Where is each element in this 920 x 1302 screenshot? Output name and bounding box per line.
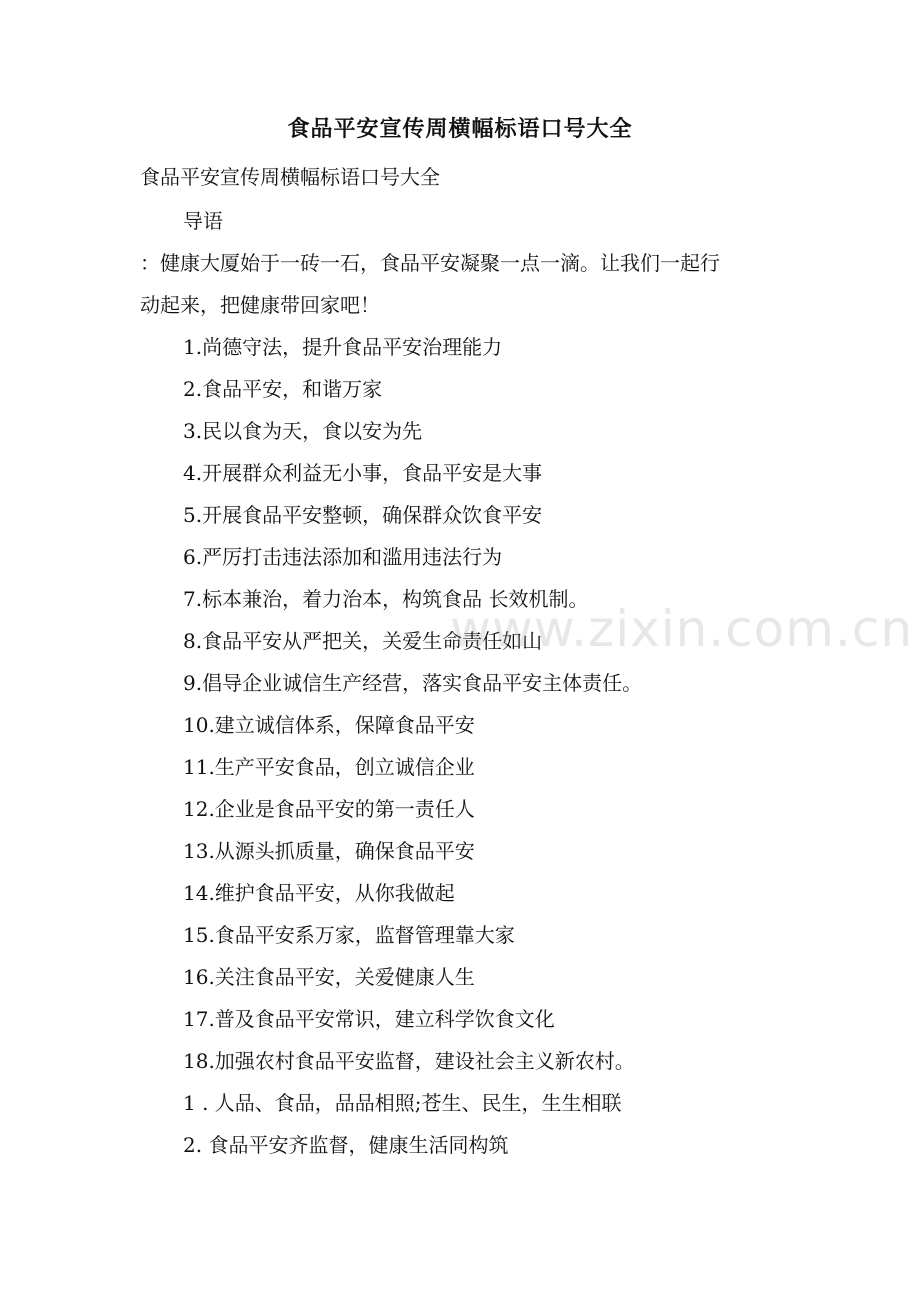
slogan-item: 3.民以食为天，食以安为先 [183, 419, 423, 443]
document-title: 食品平安宣传周横幅标语口号大全 [287, 116, 633, 142]
slogan-item: 17.普及食品平安常识，建立科学饮食文化 [183, 1007, 555, 1031]
intro-text-line-1: ：健康大厦始于一砖一石，食品平安凝聚一点一滴。让我们一起行 [140, 251, 720, 275]
slogan-item: 2. 食品平安齐监督，健康生活同构筑 [183, 1133, 509, 1157]
slogan-item: 15.食品平安系万家，监督管理靠大家 [183, 923, 515, 947]
document-subtitle: 食品平安宣传周横幅标语口号大全 [140, 165, 440, 189]
slogan-item: 5.开展食品平安整顿，确保群众饮食平安 [183, 503, 543, 527]
slogan-item: 16.关注食品平安，关爱健康人生 [183, 965, 475, 989]
slogan-item: 1.尚德守法，提升食品平安治理能力 [183, 335, 503, 359]
slogan-item: 7.标本兼治，着力治本，构筑食品 长效机制。 [183, 587, 589, 611]
watermark: www.zixin.com.cn [450, 600, 914, 658]
slogan-item: 12.企业是食品平安的第一责任人 [183, 797, 475, 821]
slogan-item: 1 . 人品、食品，品品相照;苍生、民生，生生相联 [183, 1091, 622, 1115]
slogan-item: 14.维护食品平安，从你我做起 [183, 881, 455, 905]
slogan-item: 18.加强农村食品平安监督，建设社会主义新农村。 [183, 1049, 635, 1073]
slogan-item: 6.严厉打击违法添加和滥用违法行为 [183, 545, 503, 569]
slogan-item: 8.食品平安从严把关，关爱生命责任如山 [183, 629, 543, 653]
intro-text-line-2: 动起来，把健康带回家吧！ [140, 293, 380, 317]
intro-heading: 导语 [183, 209, 223, 233]
slogan-item: 11.生产平安食品，创立诚信企业 [183, 755, 475, 779]
slogan-item: 13.从源头抓质量，确保食品平安 [183, 839, 475, 863]
slogan-item: 2.食品平安，和谐万家 [183, 377, 383, 401]
slogan-item: 10.建立诚信体系，保障食品平安 [183, 713, 475, 737]
slogan-item: 4.开展群众利益无小事，食品平安是大事 [183, 461, 543, 485]
slogan-item: 9.倡导企业诚信生产经营，落实食品平安主体责任。 [183, 671, 643, 695]
